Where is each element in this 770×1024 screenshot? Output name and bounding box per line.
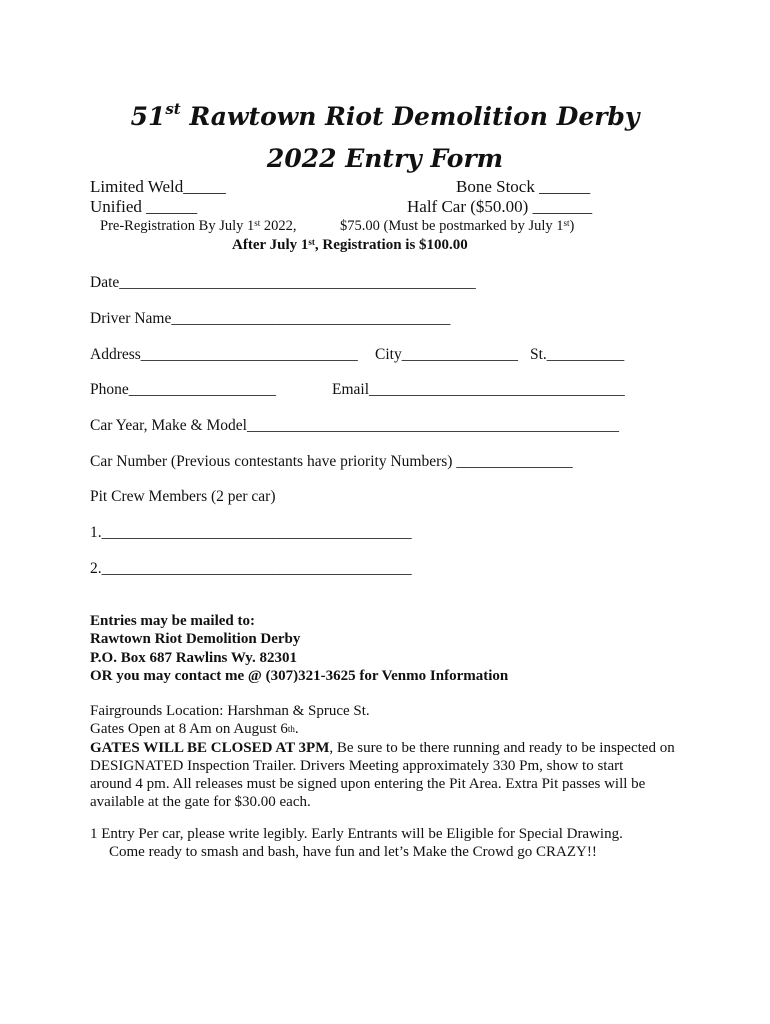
pre-registration-price: $75.00 (Must be postmarked by July 1st) (340, 218, 575, 234)
entry-per-car-line: 1 Entry Per car, please write legibly. Early Entrants will be Eligible for Special Drawing. (90, 826, 623, 842)
email-field[interactable]: Email_________________________________ (332, 381, 625, 398)
unified-option[interactable]: Unified ______ (90, 197, 198, 216)
mailing-line: Rawtown Riot Demolition Derby (90, 631, 301, 648)
inspection-line: DESIGNATED Inspection Trailer. Drivers Meeting approximately 330 Pm, show to start (90, 757, 624, 774)
pit-crew-member-1-field[interactable]: 1.________________________________________ (90, 524, 412, 541)
pit-crew-label: Pit Crew Members (2 per car) (90, 488, 276, 505)
form-subtitle: 2022 Entry Form (266, 144, 504, 173)
pit-pass-line: available at the gate for $30.00 each. (90, 794, 311, 811)
mailing-info (90, 612, 508, 685)
date-field[interactable]: Date______________________________________________ (90, 274, 476, 291)
phone-field[interactable]: Phone___________________ (90, 381, 276, 398)
closing-notes (90, 825, 623, 862)
title-text: Rawtown Riot Demolition Derby (189, 102, 640, 131)
pre-registration-text: Pre-Registration By July 1st 2022, (100, 218, 297, 234)
car-number-field[interactable]: Car Number (Previous contestants have priority Numbers) _______________ (90, 453, 573, 470)
form-title (0, 102, 770, 131)
late-registration-text: After July 1st, Registration is $100.00 (232, 237, 468, 253)
pit-crew-member-2-field[interactable]: 2.________________________________________ (90, 560, 412, 577)
come-ready-line: Come ready to smash and bash, have fun and let’s Make the Crowd go CRAZY!! (109, 844, 597, 861)
mailing-line: OR you may contact me @ (307)321-3625 for Venmo Information (90, 667, 509, 684)
gates-open-line: Gates Open at 8 Am on August 6th. (90, 721, 299, 738)
bone-stock-option[interactable]: Bone Stock ______ (456, 177, 591, 196)
half-car-option[interactable]: Half Car ($50.00) _______ (407, 197, 593, 216)
title-number: 51 (130, 102, 166, 131)
driver-name-field[interactable]: Driver Name____________________________________ (90, 310, 451, 327)
state-field[interactable]: St.__________ (530, 346, 625, 363)
city-field[interactable]: City_______________ (375, 346, 518, 363)
releases-line: around 4 pm. All releases must be signed upon entering the Pit Area. Extra Pit passes will be (90, 776, 646, 793)
mailing-line: P.O. Box 687 Rawlins Wy. 82301 (90, 649, 297, 666)
gates-closed-line: GATES WILL BE CLOSED AT 3PM, Be sure to be there running and ready to be inspected on (90, 739, 675, 756)
mailing-line: Entries may be mailed to: (90, 613, 255, 629)
limited-weld-option[interactable]: Limited Weld_____ (90, 177, 226, 196)
address-field[interactable]: Address____________________________ (90, 346, 358, 363)
event-info (90, 702, 675, 812)
location-line: Fairgrounds Location: Harshman & Spruce St. (90, 703, 370, 719)
title-suffix: st (165, 100, 181, 118)
car-model-field[interactable]: Car Year, Make & Model________________________________________________ (90, 417, 619, 434)
